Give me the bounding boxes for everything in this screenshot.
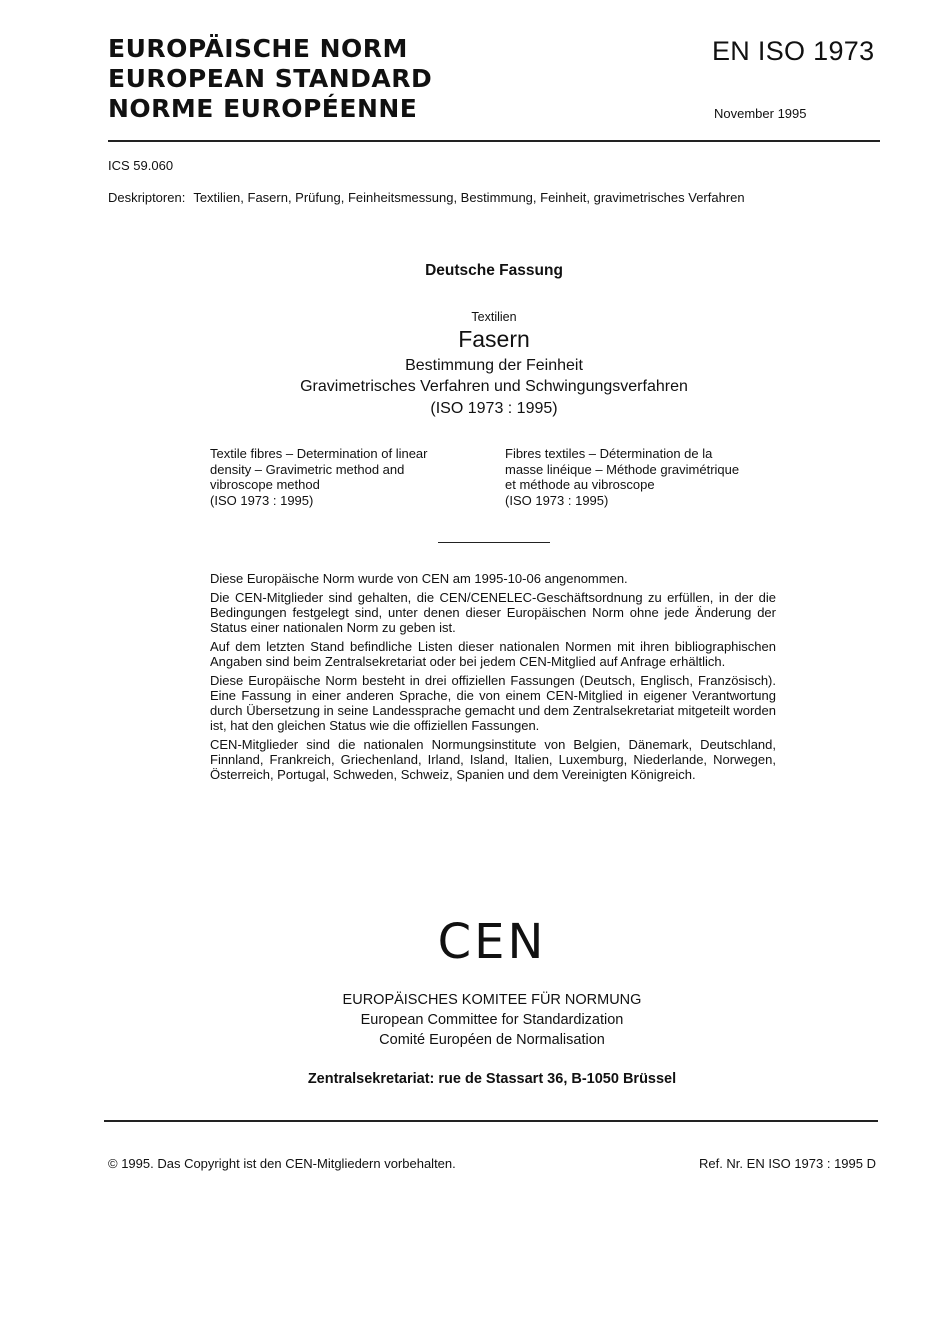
ics-code: ICS 59.060 (108, 158, 174, 173)
masthead-line-french: NORME EUROPÉENNE (108, 94, 418, 123)
subtitle-1: Bestimmung der Feinheit (405, 357, 583, 374)
body-paragraph: Die CEN-Mitglieder sind gehalten, die CEN/CENELEC-Geschäftsordnung zu erfüllen, in der die Bedingungen festgelegt sind, unter denen dieser Europäischen Norm ohne jede Änderung der Status einer nationalen Norm zu geben ist. (210, 590, 776, 635)
descriptors-label: Deskriptoren: (108, 190, 186, 205)
document-number: EN ISO 1973 (712, 36, 875, 66)
french-title-line: masse linéique – Méthode gravimétrique (505, 461, 740, 477)
copyright-notice: © 1995. Das Copyright ist den CEN-Mitgliedern vorbehalten. (108, 1156, 456, 1171)
secretariat-address: Zentralsekretariat: rue de Stassart 36, B-1050 Brüssel (307, 1071, 677, 1087)
subtitle-iso-ref: (ISO 1973 : 1995) (430, 400, 558, 417)
french-title-line: Fibres textiles – Détermination de la (505, 446, 713, 461)
top-divider (108, 140, 880, 142)
publication-date: November 1995 (714, 106, 807, 121)
french-title-line: (ISO 1973 : 1995) (505, 492, 609, 508)
masthead-line-german: EUROPÄISCHE NORM (108, 34, 408, 63)
subtitle-2: Gravimetrisches Verfahren und Schwingungsverfahren (300, 378, 688, 395)
descriptors-value: Textilien, Fasern, Prüfung, Feinheitsmessung, Bestimmung, Feinheit, gravimetrisches Verfahren (193, 190, 745, 205)
adoption-text (210, 571, 776, 786)
english-title (210, 446, 480, 508)
french-title (505, 446, 775, 508)
cen-logo: CEN (437, 914, 547, 970)
english-title-line: Textile fibres – Determination of linear (210, 446, 428, 461)
english-title-line: (ISO 1973 : 1995) (210, 492, 314, 508)
masthead-line-english: EUROPEAN STANDARD (108, 64, 433, 93)
bottom-divider (104, 1120, 878, 1122)
committee-names (0, 990, 950, 1050)
short-divider (438, 542, 550, 543)
committee-name-german: EUROPÄISCHES KOMITEE FÜR NORMUNG (342, 992, 642, 1008)
version-heading: Deutsche Fassung (425, 262, 563, 279)
body-paragraph: Auf dem letzten Stand befindliche Listen dieser nationalen Normen mit ihren bibliographischen Angaben sind beim Zentralsekretariat oder bei jedem CEN-Mitglied auf Anfrage erhältlich. (210, 639, 776, 669)
standard-masthead (108, 34, 548, 124)
body-paragraph: Diese Europäische Norm wurde von CEN am 1995-10-06 angenommen. (210, 571, 628, 586)
committee-name-french: Comité Européen de Normalisation (379, 1032, 605, 1048)
title-subject: Textilien (471, 310, 517, 324)
body-paragraph: CEN-Mitglieder sind die nationalen Normungsinstitute von Belgien, Dänemark, Deutschland, Finnland, Frankreich, Griechenland, Irland, Island, Italien, Luxemburg, Niederlande, Norwegen, Österreich, Portugal, Schweden, Schweiz, Spanien und dem Vereinigten Königreich. (210, 737, 776, 782)
main-title: Fasern (458, 326, 530, 352)
english-title-line: density – Gravimetric method and (210, 461, 405, 477)
reference-number: Ref. Nr. EN ISO 1973 : 1995 D (698, 1156, 876, 1171)
committee-name-english: European Committee for Standardization (360, 1012, 624, 1028)
french-title-line: et méthode au vibroscope (505, 477, 655, 492)
descriptors (108, 190, 745, 205)
body-paragraph: Diese Europäische Norm besteht in drei offiziellen Fassungen (Deutsch, Englisch, Französisch). Eine Fassung in einer anderen Sprache, die von einem CEN-Mitglied in eigener Verantwortung durch Übersetzung in seine Landessprache gemacht und dem Zentralsekretariat mitgeteilt worden ist, hat den gleichen Status wie die offiziellen Fassungen. (210, 673, 776, 733)
english-title-line: vibroscope method (210, 477, 320, 492)
